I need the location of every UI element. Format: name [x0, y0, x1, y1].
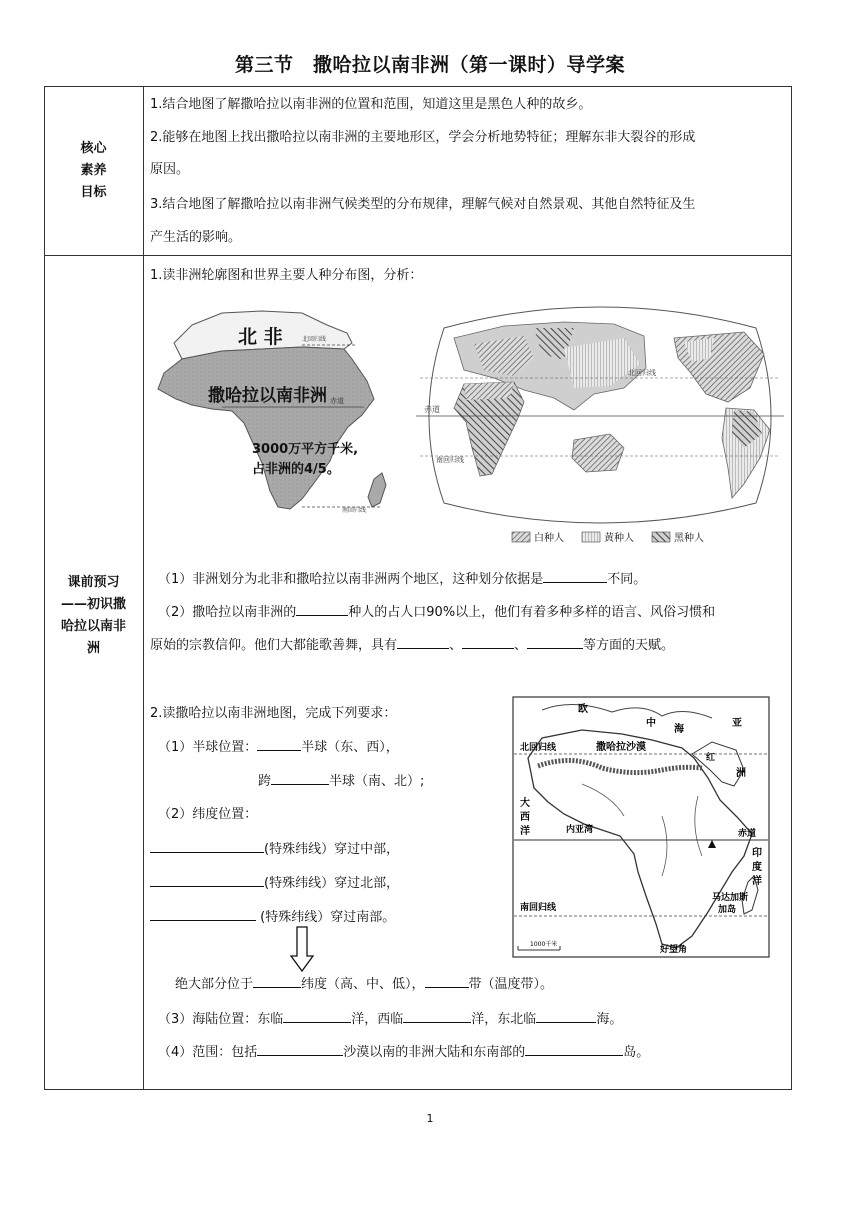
latitude-title: （2）纬度位置： — [158, 807, 258, 822]
goal-3-line1: 3.结合地图了解撒哈拉以南非洲气候类型的分布规律，理解气候对自然景观、其他自然特征及生 — [150, 197, 696, 212]
sea-land-line: （3）海陆位置：东临 洋，西临 洋，东北临 海。 — [158, 1008, 622, 1030]
svg-text:北回归线: 北回归线 — [628, 369, 656, 377]
svg-text:洋: 洋 — [752, 876, 762, 887]
svg-text:马达加斯: 马达加斯 — [712, 893, 749, 903]
core-goals-label: 核心 素养 目标 — [80, 141, 107, 200]
sub-saharan-region — [158, 347, 374, 509]
temperature-zone-line: 绝大部分位于 纬度（高、中、低）， 带（温度带）。 — [175, 973, 553, 995]
svg-text:加岛: 加岛 — [718, 905, 737, 915]
hemisphere-line2: 跨 半球（南、北）; — [258, 770, 424, 792]
svg-text:欧: 欧 — [578, 704, 588, 715]
q1-2-line2: 原始的宗教信仰。他们大都能歌善舞，具有 、 、 等方面的天赋。 — [150, 634, 674, 656]
svg-text:洋: 洋 — [520, 826, 530, 837]
goal-2-line1: 2.能够在地图上找出撒哈拉以南非洲的主要地形区，学会分析地势特征；理解东非大裂谷的形成 — [150, 130, 696, 145]
hemisphere-line1: （1）半球位置： 半球（东、西）， — [158, 736, 399, 758]
svg-text:北回归线: 北回归线 — [520, 743, 557, 753]
answer-blank[interactable] — [150, 838, 264, 853]
svg-text:赤道: 赤道 — [424, 405, 440, 414]
sub-saharan-label: 撒哈拉以南非洲 — [208, 386, 327, 406]
row-divider — [44, 255, 792, 256]
q1-intro: 1.读非洲轮廓图和世界主要人种分布图，分析： — [150, 268, 423, 283]
answer-blank[interactable] — [425, 973, 469, 988]
answer-blank[interactable] — [527, 634, 583, 649]
answer-blank[interactable] — [271, 770, 329, 785]
answer-blank[interactable] — [536, 1008, 596, 1023]
answer-blank[interactable] — [257, 1041, 343, 1056]
svg-text:印: 印 — [752, 848, 762, 859]
goal-1: 1.结合地图了解撒哈拉以南非洲的位置和范围，知道这里是黑色人种的故乡。 — [150, 97, 592, 112]
answer-blank[interactable] — [525, 1041, 623, 1056]
latitude-3: (特殊纬线）穿过南部。 — [150, 906, 395, 928]
answer-blank[interactable] — [403, 1008, 471, 1023]
svg-text:度: 度 — [752, 862, 762, 873]
madagascar-island — [368, 473, 386, 507]
answer-blank[interactable] — [257, 736, 301, 751]
svg-text:西: 西 — [520, 812, 530, 823]
latitude-2: (特殊纬线）穿过北部， — [150, 872, 399, 894]
svg-text:1000千米: 1000千米 — [530, 941, 558, 948]
page-title: 第三节 撒哈拉以南非洲（第一课时）导学案 — [234, 54, 625, 76]
africa-outline-map — [152, 303, 392, 525]
preview-label: 课前预习 ——初识撒 哈拉以南非 洲 — [60, 575, 126, 656]
answer-blank[interactable] — [253, 973, 301, 988]
svg-text:海: 海 — [674, 724, 684, 735]
q2-intro: 2.读撒哈拉以南非洲地图，完成下列要求： — [150, 706, 397, 721]
legend-yellow: 黄种人 — [604, 533, 634, 544]
svg-text:亚: 亚 — [732, 718, 742, 729]
svg-text:赤道: 赤道 — [330, 397, 344, 405]
answer-blank[interactable] — [150, 872, 264, 887]
svg-text:红: 红 — [706, 753, 716, 763]
svg-text:洲: 洲 — [736, 768, 746, 779]
page-number: 1 — [426, 1112, 434, 1125]
answer-blank[interactable] — [296, 601, 348, 616]
answer-blank[interactable] — [283, 1008, 351, 1023]
legend-black: 黑种人 — [674, 533, 704, 544]
goal-2-line2: 原因。 — [150, 162, 190, 177]
answer-blank[interactable] — [397, 634, 449, 649]
svg-text:南回归线: 南回归线 — [520, 903, 557, 913]
q1-2-line1: （2）撒哈拉以南非洲的 种人的占人口90%以上，他们有着多种多样的语言、风俗习惯和 — [158, 601, 715, 623]
q1-1: （1）非洲划分为北非和撒哈拉以南非洲两个地区，这种划分依据是 不同。 — [158, 568, 646, 590]
answer-blank[interactable] — [150, 906, 256, 921]
svg-text:南回归线: 南回归线 — [436, 456, 464, 464]
latitude-1: (特殊纬线）穿过中部， — [150, 838, 399, 860]
svg-text:撒哈拉沙漠: 撒哈拉沙漠 — [596, 742, 646, 753]
column-divider — [143, 86, 144, 1090]
svg-text:南回归线: 南回归线 — [342, 507, 367, 514]
sub-saharan-africa-map — [512, 696, 770, 958]
north-africa-label: 北 非 — [238, 326, 283, 348]
svg-text:大: 大 — [520, 798, 530, 809]
answer-blank[interactable] — [543, 568, 607, 583]
svg-text:好望角: 好望角 — [660, 945, 688, 955]
goal-3-line2: 产生活的影响。 — [150, 230, 242, 245]
legend-white: 白种人 — [534, 533, 564, 544]
area-label-2: 占非洲的4/5。 — [252, 462, 340, 477]
svg-text:中: 中 — [646, 718, 656, 729]
world-race-map — [414, 298, 786, 550]
down-arrow-icon — [290, 926, 314, 972]
svg-text:内亚湾: 内亚湾 — [566, 825, 594, 835]
svg-text:北回归线: 北回归线 — [302, 336, 327, 343]
area-label-1: 3000万平方千米, — [252, 442, 359, 457]
range-line: （4）范围：包括 沙漠以南的非洲大陆和东南部的 岛。 — [158, 1041, 649, 1063]
answer-blank[interactable] — [462, 634, 514, 649]
svg-text:赤道: 赤道 — [738, 829, 757, 839]
